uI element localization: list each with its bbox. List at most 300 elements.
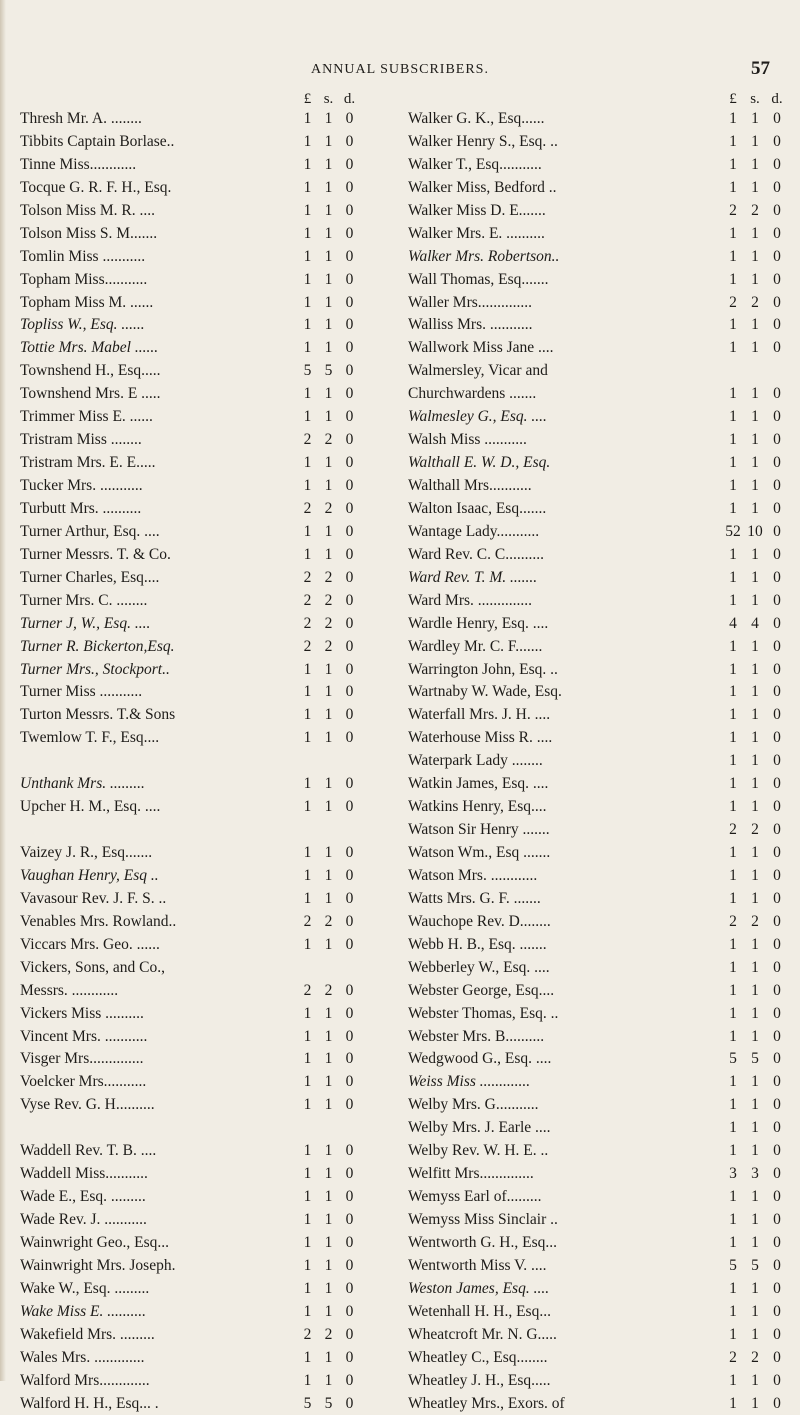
pounds-amount: 2 [297, 636, 318, 659]
pence-amount: 0 [766, 1209, 788, 1232]
subscriber-name: Tomlin Miss ........... [20, 246, 297, 269]
pence-amount: 0 [766, 1117, 788, 1140]
subscriber-name: Wantage Lady........... [408, 521, 722, 544]
shillings-header: s. [318, 90, 339, 108]
shillings-amount: 5 [744, 1255, 766, 1278]
subscriber-name: Wade E., Esq. ......... [20, 1186, 297, 1209]
subscriber-row [408, 1048, 788, 1071]
subscriber-row [408, 888, 788, 911]
subscriber-name: Warrington John, Esq. .. [408, 659, 722, 682]
subscriber-name: Walker Henry S., Esq. .. [408, 131, 722, 154]
shillings-amount: 1 [744, 1140, 766, 1163]
pence-amount: 0 [339, 383, 360, 406]
subscriber-row [408, 636, 788, 659]
pence-amount: 0 [766, 475, 788, 498]
pounds-amount: 1 [722, 1003, 744, 1026]
subscriber-name: Tucker Mrs. ........... [20, 475, 297, 498]
subscriber-row [408, 475, 788, 498]
right-subscriber-column [408, 90, 788, 1415]
pence-amount: 0 [339, 246, 360, 269]
pence-amount: 0 [339, 429, 360, 452]
pounds-amount: 1 [722, 177, 744, 200]
shillings-amount: 2 [318, 567, 339, 590]
shillings-amount: 1 [318, 269, 339, 292]
pence-amount: 0 [766, 1324, 788, 1347]
subscriber-row [408, 819, 788, 842]
pence-amount: 0 [339, 1255, 360, 1278]
shillings-amount: 1 [318, 154, 339, 177]
pounds-amount: 1 [297, 337, 318, 360]
pounds-amount: 1 [722, 980, 744, 1003]
subscriber-row [408, 429, 788, 452]
subscriber-row [408, 1393, 788, 1415]
pence-amount: 0 [339, 980, 360, 1003]
pounds-amount: 1 [297, 796, 318, 819]
subscriber-row [408, 108, 788, 131]
subscriber-row [20, 1255, 360, 1278]
shillings-amount: 1 [744, 544, 766, 567]
shillings-amount: 1 [318, 704, 339, 727]
pounds-amount: 1 [297, 1232, 318, 1255]
pounds-amount: 1 [297, 934, 318, 957]
shillings-amount: 1 [744, 957, 766, 980]
subscriber-row [408, 934, 788, 957]
subscriber-name: Wake Miss E. .......... [20, 1301, 297, 1324]
subscriber-name: Wainwright Mrs. Joseph. [20, 1255, 297, 1278]
pence-amount: 0 [766, 406, 788, 429]
shillings-amount: 1 [744, 1071, 766, 1094]
pounds-amount: 1 [722, 659, 744, 682]
shillings-amount: 1 [318, 1140, 339, 1163]
subscriber-row [20, 1140, 360, 1163]
subscriber-row [20, 108, 360, 131]
pence-amount: 0 [339, 108, 360, 131]
subscriber-row [20, 636, 360, 659]
pence-amount: 0 [339, 1186, 360, 1209]
subscriber-name: Wardle Henry, Esq. .... [408, 613, 722, 636]
pence-amount: 0 [766, 131, 788, 154]
pence-amount: 0 [766, 1026, 788, 1049]
subscriber-name: Topliss W., Esq. ...... [20, 314, 297, 337]
pence-amount: 0 [339, 590, 360, 613]
pence-amount: 0 [339, 1071, 360, 1094]
pounds-amount: 1 [722, 452, 744, 475]
shillings-amount: 4 [744, 613, 766, 636]
shillings-amount: 1 [318, 406, 339, 429]
subscriber-name: Webberley W., Esq. .... [408, 957, 722, 980]
shillings-amount: 1 [744, 727, 766, 750]
pence-amount: 0 [766, 154, 788, 177]
subscriber-row [408, 521, 788, 544]
subscriber-name: Wauchope Rev. D........ [408, 911, 722, 934]
subscriber-row [408, 1255, 788, 1278]
pence-amount: 0 [766, 1186, 788, 1209]
shillings-amount: 1 [318, 1209, 339, 1232]
subscriber-name: Tolson Miss M. R. .... [20, 200, 297, 223]
pounds-amount: 1 [297, 177, 318, 200]
pounds-amount: 2 [297, 911, 318, 934]
subscriber-row [20, 773, 360, 796]
pounds-amount: 1 [722, 1186, 744, 1209]
subscriber-name: Wainwright Geo., Esq... [20, 1232, 297, 1255]
pounds-amount: 1 [722, 475, 744, 498]
pence-amount: 0 [766, 1094, 788, 1117]
pence-amount: 0 [766, 1301, 788, 1324]
shillings-amount: 1 [744, 1117, 766, 1140]
pounds-amount: 1 [722, 704, 744, 727]
shillings-amount: 1 [744, 1324, 766, 1347]
shillings-amount: 1 [744, 452, 766, 475]
pence-amount: 0 [339, 360, 360, 383]
pence-amount: 0 [766, 773, 788, 796]
subscriber-row [20, 590, 360, 613]
pounds-amount: 1 [297, 1186, 318, 1209]
pence-amount: 0 [339, 727, 360, 750]
subscriber-row [20, 131, 360, 154]
subscriber-row [408, 452, 788, 475]
pounds-amount: 1 [722, 1301, 744, 1324]
subscriber-name: Unthank Mrs. ......... [20, 773, 297, 796]
subscriber-row [20, 567, 360, 590]
subscriber-name: Venables Mrs. Rowland.. [20, 911, 297, 934]
pounds-amount: 1 [722, 567, 744, 590]
shillings-amount: 1 [318, 1301, 339, 1324]
pounds-amount: 2 [722, 292, 744, 315]
subscriber-name: Watkin James, Esq. .... [408, 773, 722, 796]
shillings-amount: 2 [318, 613, 339, 636]
pounds-amount: 2 [297, 1324, 318, 1347]
pence-amount: 0 [339, 681, 360, 704]
subscriber-name: Waller Mrs.............. [408, 292, 722, 315]
shillings-amount: 1 [744, 750, 766, 773]
subscriber-row [408, 1209, 788, 1232]
shillings-amount: 1 [744, 980, 766, 1003]
subscriber-row [20, 1232, 360, 1255]
pence-amount: 0 [766, 865, 788, 888]
subscriber-name: Wemyss Miss Sinclair .. [408, 1209, 722, 1232]
subscriber-row [20, 980, 360, 1003]
subscriber-row [20, 360, 360, 383]
subscriber-name: Tolson Miss S. M....... [20, 223, 297, 246]
subscriber-name: Tottie Mrs. Mabel ...... [20, 337, 297, 360]
subscriber-row [408, 773, 788, 796]
shillings-amount: 1 [318, 1094, 339, 1117]
pounds-amount: 1 [722, 1232, 744, 1255]
subscriber-name: Viccars Mrs. Geo. ...... [20, 934, 297, 957]
shillings-amount: 1 [744, 1209, 766, 1232]
subscriber-name: Walmesley G., Esq. .... [408, 406, 722, 429]
subscriber-row [20, 1370, 360, 1393]
pounds-amount: 1 [297, 681, 318, 704]
pounds-amount: 2 [297, 590, 318, 613]
subscriber-name: Welfitt Mrs.............. [408, 1163, 722, 1186]
subscriber-row [20, 681, 360, 704]
subscriber-row [408, 406, 788, 429]
subscriber-name: Wheatley J. H., Esq..... [408, 1370, 722, 1393]
shillings-amount: 1 [318, 1186, 339, 1209]
subscriber-name: Turner Charles, Esq.... [20, 567, 297, 590]
shillings-amount: 1 [744, 1278, 766, 1301]
shillings-amount: 1 [744, 177, 766, 200]
subscriber-row [408, 1370, 788, 1393]
pounds-amount: 1 [297, 1003, 318, 1026]
pence-amount: 0 [339, 567, 360, 590]
subscriber-row [408, 1026, 788, 1049]
shillings-amount: 1 [318, 1003, 339, 1026]
subscriber-row [20, 1026, 360, 1049]
pounds-amount: 1 [722, 681, 744, 704]
pounds-amount: 1 [722, 1393, 744, 1415]
pence-amount: 0 [766, 934, 788, 957]
subscriber-row [20, 704, 360, 727]
pence-amount: 0 [339, 314, 360, 337]
shillings-amount: 1 [744, 865, 766, 888]
shillings-amount: 1 [318, 1026, 339, 1049]
currency-header-right [408, 90, 788, 108]
pence-amount: 0 [339, 1094, 360, 1117]
pounds-amount: 1 [297, 659, 318, 682]
subscriber-row [20, 1278, 360, 1301]
pence-amount: 0 [339, 269, 360, 292]
pounds-amount: 1 [722, 246, 744, 269]
pounds-amount: 1 [297, 1255, 318, 1278]
subscriber-name: Wallwork Miss Jane .... [408, 337, 722, 360]
subscriber-name: Walker Mrs. E. .......... [408, 223, 722, 246]
subscriber-name: Walker G. K., Esq...... [408, 108, 722, 131]
pence-amount: 0 [339, 475, 360, 498]
pounds-amount: 1 [722, 1094, 744, 1117]
subscriber-name: Townshend Mrs. E ..... [20, 383, 297, 406]
shillings-amount: 1 [318, 383, 339, 406]
subscriber-row [408, 659, 788, 682]
pounds-amount: 1 [722, 108, 744, 131]
subscriber-name: Wentworth G. H., Esq... [408, 1232, 722, 1255]
pounds-amount: 1 [722, 934, 744, 957]
pence-amount: 0 [766, 314, 788, 337]
shillings-amount: 1 [744, 223, 766, 246]
pence-amount: 0 [766, 1370, 788, 1393]
pence-amount: 0 [339, 544, 360, 567]
shillings-amount: 1 [318, 1071, 339, 1094]
pence-amount: 0 [766, 727, 788, 750]
subscriber-row [20, 1393, 360, 1415]
subscriber-row [20, 200, 360, 223]
subscriber-name: Walsh Miss ........... [408, 429, 722, 452]
shillings-amount: 1 [744, 842, 766, 865]
pence-amount: 0 [766, 177, 788, 200]
shillings-amount: 1 [318, 1255, 339, 1278]
pounds-amount: 1 [722, 865, 744, 888]
section-gap [20, 1117, 360, 1140]
subscriber-row [408, 1232, 788, 1255]
running-head: ANNUAL SUBSCRIBERS. [0, 62, 800, 78]
pence-amount: 0 [339, 865, 360, 888]
pence-amount: 0 [339, 177, 360, 200]
subscriber-name: Watson Mrs. ............ [408, 865, 722, 888]
pounds-amount: 2 [297, 567, 318, 590]
pence-amount: 0 [339, 1003, 360, 1026]
pence-amount: 0 [339, 888, 360, 911]
subscriber-row [20, 1048, 360, 1071]
subscriber-row [408, 314, 788, 337]
pounds-amount: 1 [297, 246, 318, 269]
shillings-amount: 10 [744, 521, 766, 544]
pence-header: d. [766, 90, 788, 108]
subscriber-row [20, 865, 360, 888]
shillings-amount: 2 [318, 498, 339, 521]
pence-amount: 0 [339, 223, 360, 246]
subscriber-row [20, 429, 360, 452]
page-edge-shadow [0, 0, 6, 1381]
subscriber-name: Tocque G. R. F. H., Esq. [20, 177, 297, 200]
subscriber-row [20, 1071, 360, 1094]
pounds-amount: 1 [297, 1301, 318, 1324]
shillings-amount: 1 [318, 337, 339, 360]
shillings-amount: 2 [744, 819, 766, 842]
shillings-amount: 2 [318, 911, 339, 934]
shillings-amount: 1 [744, 704, 766, 727]
subscriber-name: Watts Mrs. G. F. ....... [408, 888, 722, 911]
pounds-amount: 1 [297, 131, 318, 154]
pounds-amount: 1 [722, 750, 744, 773]
subscriber-row [408, 681, 788, 704]
shillings-amount: 1 [744, 383, 766, 406]
subscriber-name: Trimmer Miss E. ...... [20, 406, 297, 429]
shillings-amount: 1 [318, 177, 339, 200]
subscriber-row [20, 1301, 360, 1324]
subscriber-name: Wemyss Earl of......... [408, 1186, 722, 1209]
pence-amount: 0 [766, 108, 788, 131]
subscriber-row [20, 1003, 360, 1026]
subscriber-row [408, 727, 788, 750]
pounds-amount: 1 [297, 727, 318, 750]
subscriber-name: Thresh Mr. A. ........ [20, 108, 297, 131]
pence-amount: 0 [339, 1048, 360, 1071]
subscriber-row [408, 223, 788, 246]
shillings-amount: 1 [318, 452, 339, 475]
pounds-amount: 1 [722, 1324, 744, 1347]
subscriber-name: Walker Miss, Bedford .. [408, 177, 722, 200]
shillings-amount: 1 [744, 1094, 766, 1117]
subscriber-row [20, 177, 360, 200]
pence-amount: 0 [339, 1347, 360, 1370]
pounds-amount: 2 [297, 980, 318, 1003]
pence-amount: 0 [339, 1209, 360, 1232]
pence-amount: 0 [339, 337, 360, 360]
shillings-amount: 1 [318, 1163, 339, 1186]
shillings-amount: 5 [318, 360, 339, 383]
subscriber-name: Waterfall Mrs. J. H. .... [408, 704, 722, 727]
pounds-amount: 1 [722, 1278, 744, 1301]
subscriber-name: Waterhouse Miss R. .... [408, 727, 722, 750]
pence-amount: 0 [766, 796, 788, 819]
subscriber-name: Wakefield Mrs. ......... [20, 1324, 297, 1347]
pence-amount: 0 [339, 796, 360, 819]
pounds-amount: 1 [722, 636, 744, 659]
subscriber-row [408, 269, 788, 292]
subscriber-name: Welby Mrs. J. Earle .... [408, 1117, 722, 1140]
subscriber-row [20, 934, 360, 957]
shillings-amount: 1 [744, 773, 766, 796]
pounds-amount: 1 [297, 1094, 318, 1117]
subscriber-name: Wheatley Mrs., Exors. of [408, 1393, 722, 1415]
currency-header-left [20, 90, 360, 108]
shillings-amount: 1 [318, 246, 339, 269]
pounds-amount: 1 [297, 383, 318, 406]
subscriber-name: Weiss Miss ............. [408, 1071, 722, 1094]
pounds-amount: 1 [297, 406, 318, 429]
pence-amount: 0 [339, 613, 360, 636]
subscriber-name: Walford Mrs............. [20, 1370, 297, 1393]
shillings-amount: 1 [318, 292, 339, 315]
shillings-amount: 1 [318, 200, 339, 223]
subscriber-row [408, 246, 788, 269]
pence-amount: 0 [339, 406, 360, 429]
subscriber-name: Watson Sir Henry ....... [408, 819, 722, 842]
subscriber-name: Wheatley C., Esq........ [408, 1347, 722, 1370]
pounds-amount: 1 [722, 429, 744, 452]
pence-amount: 0 [339, 200, 360, 223]
subscriber-row [408, 360, 788, 383]
subscriber-name: Webster George, Esq.... [408, 980, 722, 1003]
pence-amount: 0 [339, 1278, 360, 1301]
shillings-amount: 1 [318, 1048, 339, 1071]
pounds-amount: 5 [297, 1393, 318, 1415]
subscriber-name: Vaughan Henry, Esq .. [20, 865, 297, 888]
pence-amount: 0 [339, 842, 360, 865]
subscriber-row [408, 911, 788, 934]
pence-amount: 0 [766, 1048, 788, 1071]
subscriber-row [408, 383, 788, 406]
subscriber-name: Upcher H. M., Esq. .... [20, 796, 297, 819]
pence-amount: 0 [339, 1393, 360, 1415]
subscriber-name: Tristram Mrs. E. E..... [20, 452, 297, 475]
pounds-amount: 1 [297, 1347, 318, 1370]
subscriber-row [20, 223, 360, 246]
pounds-amount: 4 [722, 613, 744, 636]
pounds-amount: 1 [297, 452, 318, 475]
subscriber-name: Turton Messrs. T.& Sons [20, 704, 297, 727]
pounds-amount: 1 [297, 1071, 318, 1094]
shillings-amount: 1 [318, 521, 339, 544]
subscriber-row [20, 544, 360, 567]
subscriber-name: Wheatcroft Mr. N. G..... [408, 1324, 722, 1347]
pence-amount: 0 [766, 613, 788, 636]
subscriber-row [408, 957, 788, 980]
subscriber-name: Turner Miss ........... [20, 681, 297, 704]
pence-amount: 0 [766, 1278, 788, 1301]
shillings-amount: 1 [744, 1003, 766, 1026]
pence-amount: 0 [339, 911, 360, 934]
subscriber-name: Tibbits Captain Borlase.. [20, 131, 297, 154]
subscriber-name: Twemlow T. F., Esq.... [20, 727, 297, 750]
subscriber-name: Wake W., Esq. ......... [20, 1278, 297, 1301]
subscriber-name: Walker Mrs. Robertson.. [408, 246, 722, 269]
pence-amount: 0 [339, 1370, 360, 1393]
subscriber-name: Townshend H., Esq..... [20, 360, 297, 383]
shillings-amount: 1 [318, 1347, 339, 1370]
shillings-amount: 1 [318, 865, 339, 888]
pence-amount: 0 [766, 842, 788, 865]
subscriber-row [408, 498, 788, 521]
pence-amount: 0 [766, 429, 788, 452]
subscriber-name: Voelcker Mrs........... [20, 1071, 297, 1094]
pounds-amount: 1 [722, 498, 744, 521]
page-header [0, 62, 800, 86]
subscriber-row [408, 1071, 788, 1094]
subscriber-row [20, 246, 360, 269]
subscriber-name: Turner J, W., Esq. .... [20, 613, 297, 636]
